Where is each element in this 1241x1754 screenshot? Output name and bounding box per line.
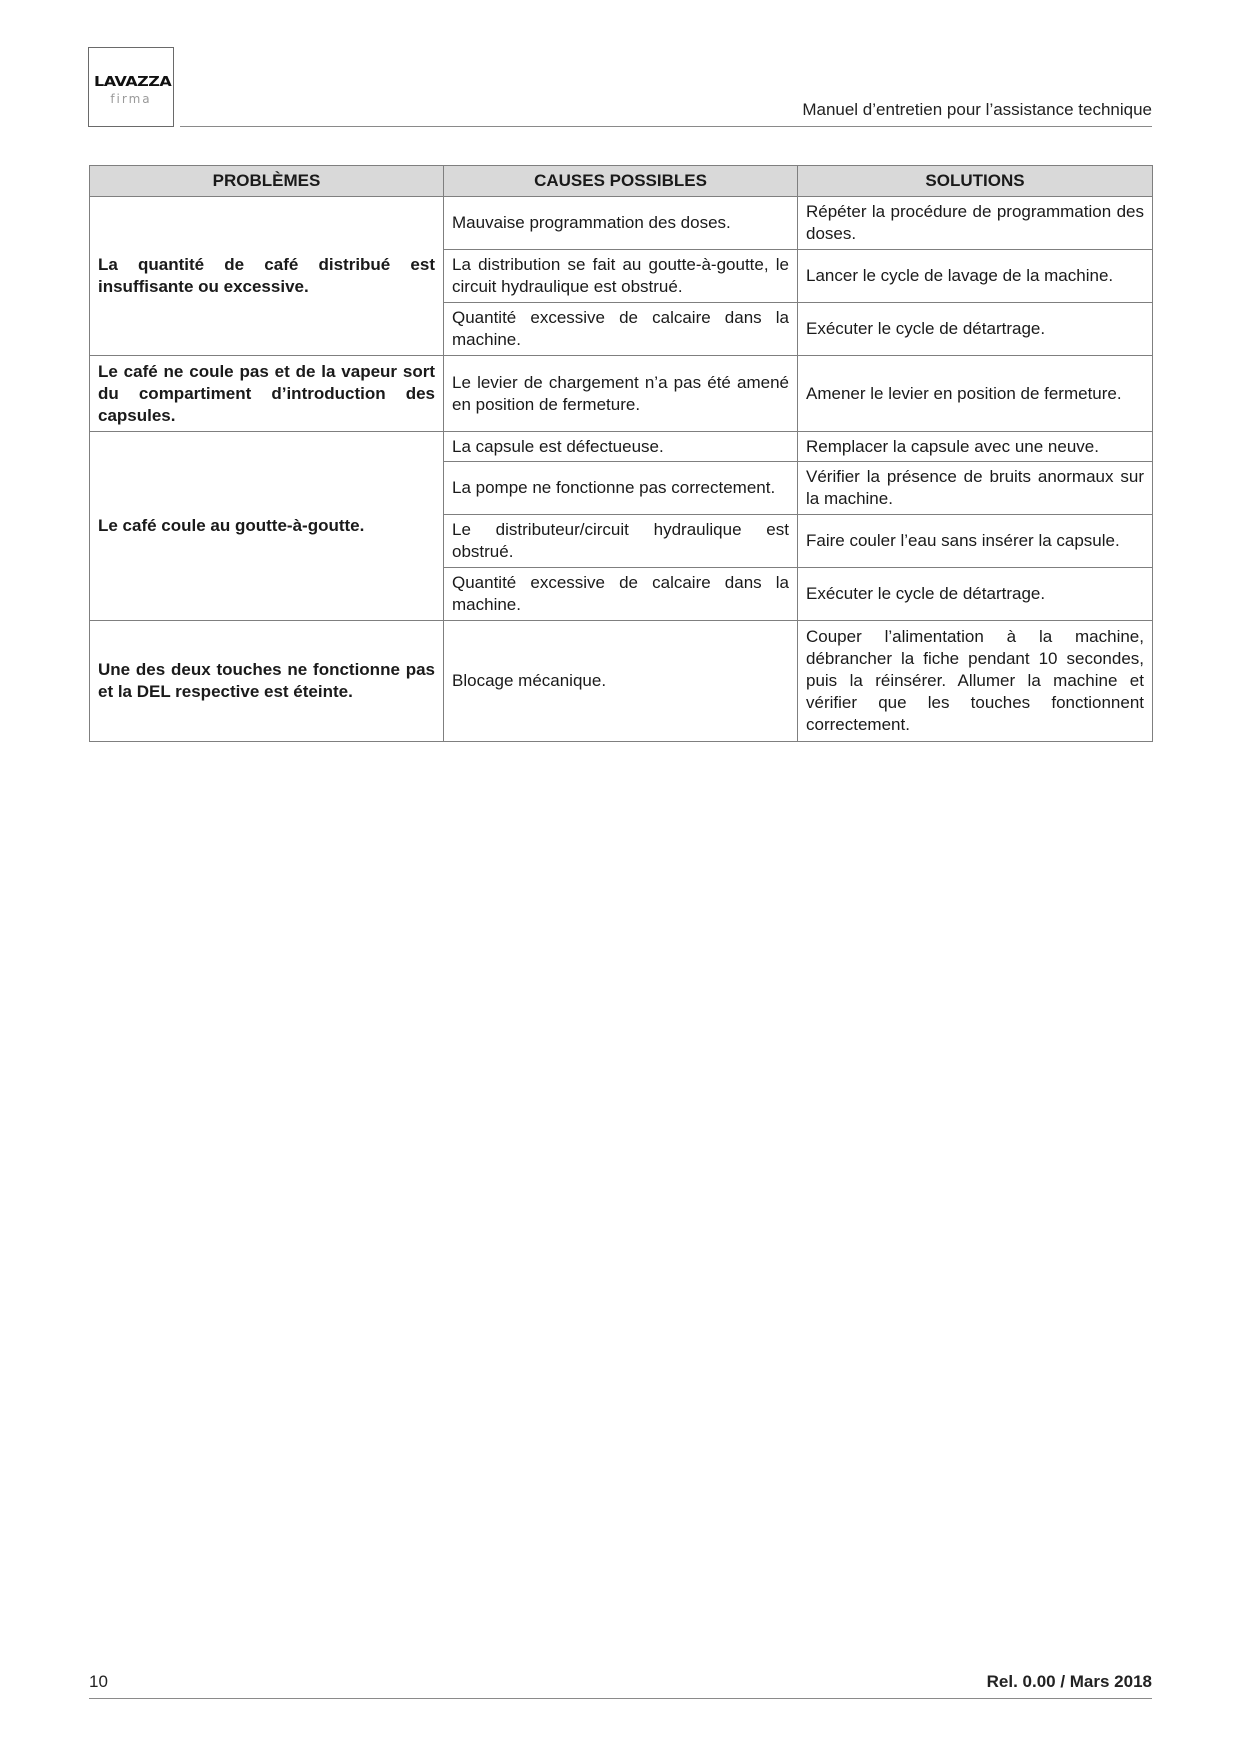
column-header-solutions: SOLUTIONS bbox=[798, 166, 1153, 197]
cause-cell: Blocage mécanique. bbox=[444, 621, 798, 742]
table-header bbox=[90, 166, 1153, 197]
table-header-row bbox=[90, 166, 1153, 197]
problem-cell: La quantité de café distribué est insuffisante ou excessive. bbox=[90, 197, 444, 356]
release-info: Rel. 0.00 / Mars 2018 bbox=[986, 1672, 1152, 1691]
cause-cell: La pompe ne fonctionne pas correctement. bbox=[444, 462, 798, 515]
solution-cell: Couper l’alimentation à la machine, débrancher la fiche pendant 10 secondes, puis la réinsérer. Allumer la machine et vérifier que les touches fonctionnent correctement. bbox=[798, 621, 1153, 742]
solution-cell: Exécuter le cycle de détartrage. bbox=[798, 303, 1153, 356]
solution-cell: Vérifier la présence de bruits anormaux sur la machine. bbox=[798, 462, 1153, 515]
footer-divider bbox=[89, 1698, 1152, 1699]
logo-sub-text: firma bbox=[110, 92, 152, 106]
problem-cell: Une des deux touches ne fonctionne pas et la DEL respective est éteinte. bbox=[90, 621, 444, 742]
cause-cell: La distribution se fait au goutte-à-goutte, le circuit hydraulique est obstrué. bbox=[444, 250, 798, 303]
lavazza-firma-logo bbox=[88, 47, 174, 127]
table-row bbox=[90, 621, 1153, 742]
troubleshooting-table bbox=[89, 165, 1153, 742]
solution-cell: Exécuter le cycle de détartrage. bbox=[798, 568, 1153, 621]
problem-cell: Le café ne coule pas et de la vapeur sort du compartiment d’introduction des capsules. bbox=[90, 356, 444, 432]
document-title: Manuel d’entretien pour l’assistance technique bbox=[802, 100, 1152, 119]
page-number: 10 bbox=[89, 1672, 108, 1691]
header-divider bbox=[180, 126, 1152, 127]
table-row bbox=[90, 432, 1153, 462]
solution-cell: Répéter la procédure de programmation des doses. bbox=[798, 197, 1153, 250]
solution-cell: Lancer le cycle de lavage de la machine. bbox=[798, 250, 1153, 303]
table-row bbox=[90, 197, 1153, 250]
problem-cell: Le café coule au goutte-à-goutte. bbox=[90, 432, 444, 621]
logo-brand-text: LAVAZZA bbox=[94, 73, 172, 90]
cause-cell: Quantité excessive de calcaire dans la machine. bbox=[444, 568, 798, 621]
cause-cell: Le distributeur/circuit hydraulique est obstrué. bbox=[444, 515, 798, 568]
column-header-problems: PROBLÈMES bbox=[90, 166, 444, 197]
solution-cell: Faire couler l’eau sans insérer la capsule. bbox=[798, 515, 1153, 568]
table-body bbox=[90, 197, 1153, 742]
cause-cell: Mauvaise programmation des doses. bbox=[444, 197, 798, 250]
cause-cell: Quantité excessive de calcaire dans la machine. bbox=[444, 303, 798, 356]
table-row bbox=[90, 356, 1153, 432]
cause-cell: La capsule est défectueuse. bbox=[444, 432, 798, 462]
solution-cell: Amener le levier en position de fermeture. bbox=[798, 356, 1153, 432]
solution-cell: Remplacer la capsule avec une neuve. bbox=[798, 432, 1153, 462]
cause-cell: Le levier de chargement n’a pas été amené en position de fermeture. bbox=[444, 356, 798, 432]
column-header-causes: CAUSES POSSIBLES bbox=[444, 166, 798, 197]
